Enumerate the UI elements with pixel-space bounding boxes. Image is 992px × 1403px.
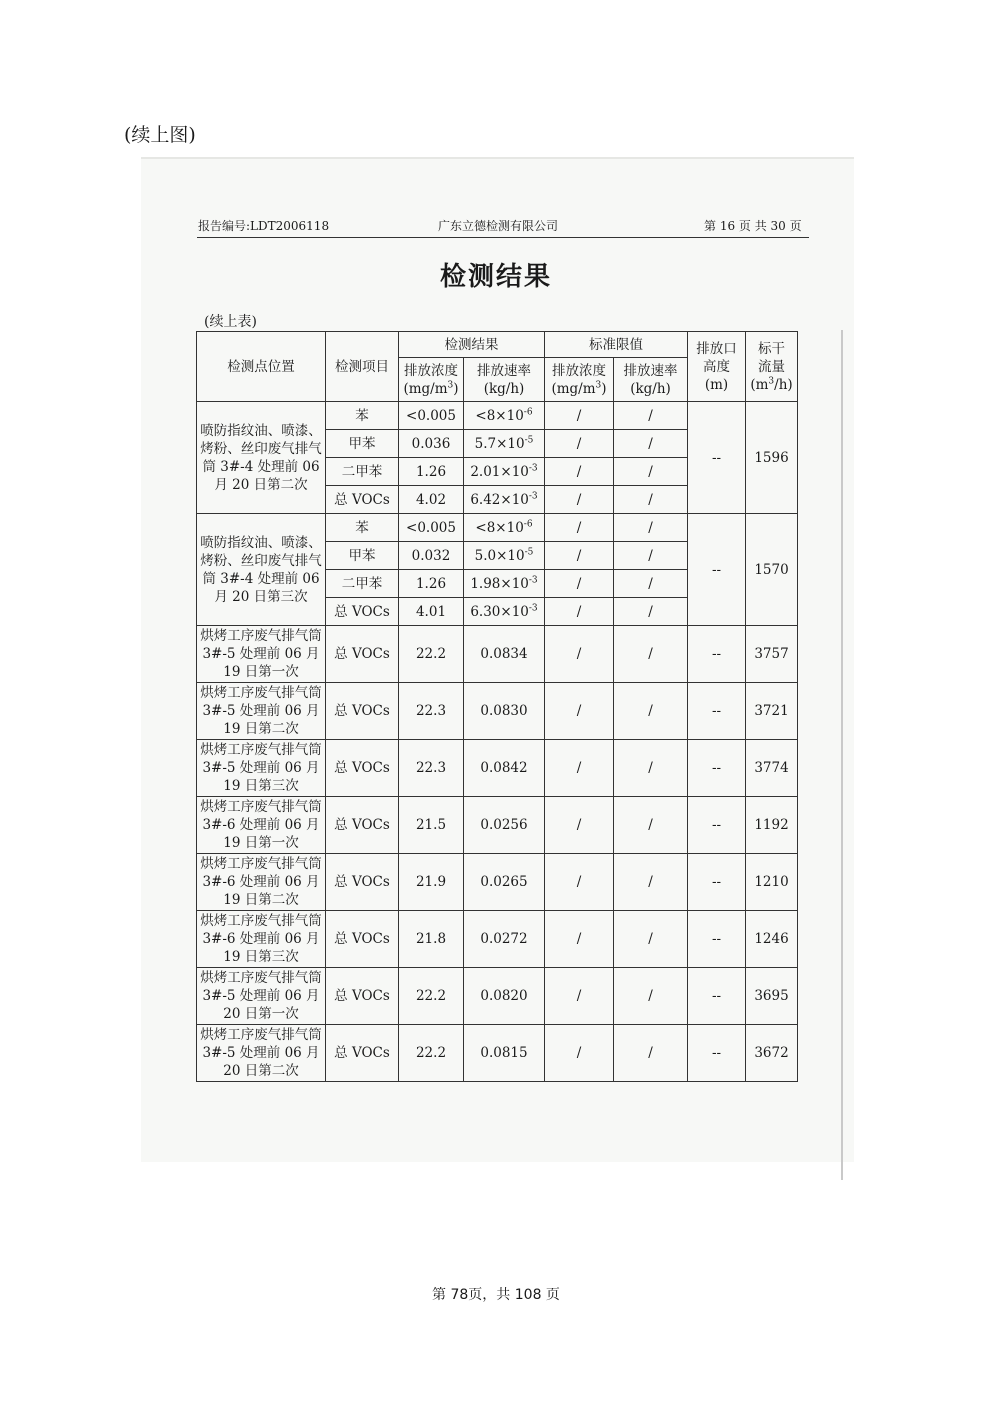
cell-height: -- — [688, 626, 746, 683]
cell-rate: 0.0834 — [464, 626, 545, 683]
cell-flow: 1192 — [746, 797, 798, 854]
cell-conc: 4.01 — [399, 598, 464, 626]
cell-item: 总 VOCs — [326, 911, 399, 968]
table-row — [197, 854, 798, 911]
company-name: 广东立德检测有限公司 — [438, 219, 559, 233]
cell-flow: 3774 — [746, 740, 798, 797]
cell-conc-limit: / — [545, 514, 614, 542]
cell-height: -- — [688, 402, 746, 514]
cell-r-lim: / — [614, 1025, 688, 1082]
continued-label: (续上表) — [204, 314, 257, 330]
cell-conc-limit: / — [545, 458, 614, 486]
cell-rate: 0.0820 — [464, 968, 545, 1025]
cell-rate: 0.0815 — [464, 1025, 545, 1082]
cell-flow: 3695 — [746, 968, 798, 1025]
cell-c-lim: / — [545, 683, 614, 740]
header-height-line2: 高度 — [703, 358, 730, 375]
cell-height: -- — [688, 740, 746, 797]
cell-rate-limit: / — [614, 542, 688, 570]
cell-rate: $2.01\times 10^{-3}$ — [464, 458, 545, 486]
cell-conc: 21.9 — [399, 854, 464, 911]
cell-rate-limit: / — [614, 514, 688, 542]
cell-flow: 1246 — [746, 911, 798, 968]
cell-location: 烘烤工序废气排气筒 3#-6 处理前 06 月 19 日第三次 — [197, 911, 326, 968]
cell-flow: 3757 — [746, 626, 798, 683]
cell-conc: 1.26 — [399, 458, 464, 486]
cell-c-lim: / — [545, 1025, 614, 1082]
report-page: 第 16 页 共 30 页 — [704, 219, 802, 233]
cell-location: 烘烤工序废气排气筒 3#-6 处理前 06 月 19 日第一次 — [197, 797, 326, 854]
cell-item: 苯 — [326, 514, 399, 542]
cell-r-lim: / — [614, 683, 688, 740]
table-row — [197, 740, 798, 797]
cell-rate-limit: / — [614, 458, 688, 486]
cell-conc: 22.2 — [399, 626, 464, 683]
cell-item: 总 VOCs — [326, 1025, 399, 1082]
results-table — [196, 331, 798, 1082]
cell-item: 总 VOCs — [326, 486, 399, 514]
cell-location: 烘烤工序废气排气筒 3#-5 处理前 06 月 20 日第二次 — [197, 1025, 326, 1082]
cell-c-lim: / — [545, 740, 614, 797]
cell-conc-limit: / — [545, 598, 614, 626]
cell-c-lim: / — [545, 854, 614, 911]
table-row — [197, 514, 798, 542]
header-height-line1: 排放口 — [696, 340, 737, 357]
cell-location: 烘烤工序废气排气筒 3#-5 处理前 06 月 19 日第二次 — [197, 683, 326, 740]
cell-conc: <0.005 — [399, 402, 464, 430]
scan-edge-line — [841, 330, 843, 1180]
cell-rate: $<8\times 10^{-6}$ — [464, 514, 545, 542]
cell-location: 烘烤工序废气排气筒 3#-5 处理前 06 月 20 日第一次 — [197, 968, 326, 1025]
cell-rate-limit: / — [614, 486, 688, 514]
header-flow — [746, 332, 798, 402]
cell-rate: $6.30\times 10^{-3}$ — [464, 598, 545, 626]
cell-item: 总 VOCs — [326, 968, 399, 1025]
cell-rate-limit: / — [614, 570, 688, 598]
cell-flow: 1210 — [746, 854, 798, 911]
table-row — [197, 797, 798, 854]
cell-rate: 0.0272 — [464, 911, 545, 968]
cell-r-lim: / — [614, 626, 688, 683]
cell-conc: 22.3 — [399, 683, 464, 740]
cell-conc: 0.032 — [399, 542, 464, 570]
cell-conc-limit: / — [545, 402, 614, 430]
table-row — [197, 911, 798, 968]
cell-location: 烘烤工序废气排气筒 3#-6 处理前 06 月 19 日第二次 — [197, 854, 326, 911]
cell-r-lim: / — [614, 854, 688, 911]
cell-conc: <0.005 — [399, 514, 464, 542]
cell-conc: 0.036 — [399, 430, 464, 458]
cell-rate-limit: / — [614, 430, 688, 458]
cell-flow: 1570 — [746, 514, 798, 626]
header-rate-limit: 排放速率 (kg/h) — [614, 358, 688, 402]
header-limit-group: 标准限值 — [545, 332, 688, 358]
cell-item: 总 VOCs — [326, 598, 399, 626]
cell-item: 二甲苯 — [326, 458, 399, 486]
header-conc: 排放浓度 $(mg/m^3)$ — [399, 358, 464, 402]
header-flow-unit: $(m^3/h)$ — [750, 376, 793, 393]
header-result-group: 检测结果 — [399, 332, 545, 358]
cell-conc: 1.26 — [399, 570, 464, 598]
header-height — [688, 332, 746, 402]
cell-item: 甲苯 — [326, 430, 399, 458]
cell-flow: 3672 — [746, 1025, 798, 1082]
cell-conc: 22.2 — [399, 1025, 464, 1082]
header-item: 检测项目 — [326, 332, 399, 402]
header-rate: 排放速率 (kg/h) — [464, 358, 545, 402]
cell-c-lim: / — [545, 968, 614, 1025]
cell-item: 总 VOCs — [326, 626, 399, 683]
table-row — [197, 683, 798, 740]
table-row — [197, 402, 798, 430]
cell-r-lim: / — [614, 797, 688, 854]
cell-height: -- — [688, 968, 746, 1025]
cell-c-lim: / — [545, 797, 614, 854]
cell-conc-limit: / — [545, 486, 614, 514]
cell-flow: 1596 — [746, 402, 798, 514]
page-footer: 第 78页，共 108 页 — [432, 1287, 560, 1303]
cell-rate: $1.98\times 10^{-3}$ — [464, 570, 545, 598]
cell-height: -- — [688, 797, 746, 854]
table-row — [197, 1025, 798, 1082]
table-row — [197, 626, 798, 683]
cell-r-lim: / — [614, 740, 688, 797]
cell-c-lim: / — [545, 626, 614, 683]
cell-location: 烘烤工序废气排气筒 3#-5 处理前 06 月 19 日第一次 — [197, 626, 326, 683]
header-divider — [197, 237, 809, 238]
cell-item: 总 VOCs — [326, 740, 399, 797]
cell-rate: $5.7\times 10^{-5}$ — [464, 430, 545, 458]
cell-rate: 0.0842 — [464, 740, 545, 797]
cell-location: 烘烤工序废气排气筒 3#-5 处理前 06 月 19 日第三次 — [197, 740, 326, 797]
cell-item: 苯 — [326, 402, 399, 430]
header-height-line3: (m) — [704, 376, 729, 393]
cell-item: 总 VOCs — [326, 797, 399, 854]
page-title: 检测结果 — [439, 262, 552, 292]
header-conc-limit: 排放浓度 $(mg/m^3)$ — [545, 358, 614, 402]
table-row — [197, 968, 798, 1025]
header-flow-line1: 标干 — [758, 340, 785, 357]
cell-item: 甲苯 — [326, 542, 399, 570]
cell-r-lim: / — [614, 968, 688, 1025]
cell-r-lim: / — [614, 911, 688, 968]
cell-rate: $<8\times 10^{-6}$ — [464, 402, 545, 430]
cell-rate-limit: / — [614, 402, 688, 430]
cell-conc: 22.3 — [399, 740, 464, 797]
cell-conc-limit: / — [545, 542, 614, 570]
cell-rate: $6.42\times 10^{-3}$ — [464, 486, 545, 514]
report-number: 报告编号:LDT2006118 — [198, 219, 330, 233]
cell-rate: 0.0256 — [464, 797, 545, 854]
cell-height: -- — [688, 854, 746, 911]
cell-flow: 3721 — [746, 683, 798, 740]
cell-conc-limit: / — [545, 570, 614, 598]
cell-item: 二甲苯 — [326, 570, 399, 598]
cell-conc-limit: / — [545, 430, 614, 458]
cell-conc: 22.2 — [399, 968, 464, 1025]
header-flow-line2: 流量 — [758, 358, 785, 375]
cell-height: -- — [688, 514, 746, 626]
cell-height: -- — [688, 911, 746, 968]
cell-rate: 0.0265 — [464, 854, 545, 911]
cell-location: 喷防指纹油、喷漆、烤粉、丝印废气排气筒 3#-4 处理前 06 月 20 日第三次 — [197, 514, 326, 626]
cell-location: 喷防指纹油、喷漆、烤粉、丝印废气排气筒 3#-4 处理前 06 月 20 日第二次 — [197, 402, 326, 514]
cell-rate: 0.0830 — [464, 683, 545, 740]
caption: (续上图) — [124, 124, 196, 146]
cell-rate-limit: / — [614, 598, 688, 626]
cell-rate: $5.0\times 10^{-5}$ — [464, 542, 545, 570]
cell-conc: 21.5 — [399, 797, 464, 854]
cell-item: 总 VOCs — [326, 683, 399, 740]
cell-conc: 4.02 — [399, 486, 464, 514]
cell-conc: 21.8 — [399, 911, 464, 968]
cell-height: -- — [688, 683, 746, 740]
cell-height: -- — [688, 1025, 746, 1082]
header-location: 检测点位置 — [197, 332, 326, 402]
cell-c-lim: / — [545, 911, 614, 968]
cell-item: 总 VOCs — [326, 854, 399, 911]
